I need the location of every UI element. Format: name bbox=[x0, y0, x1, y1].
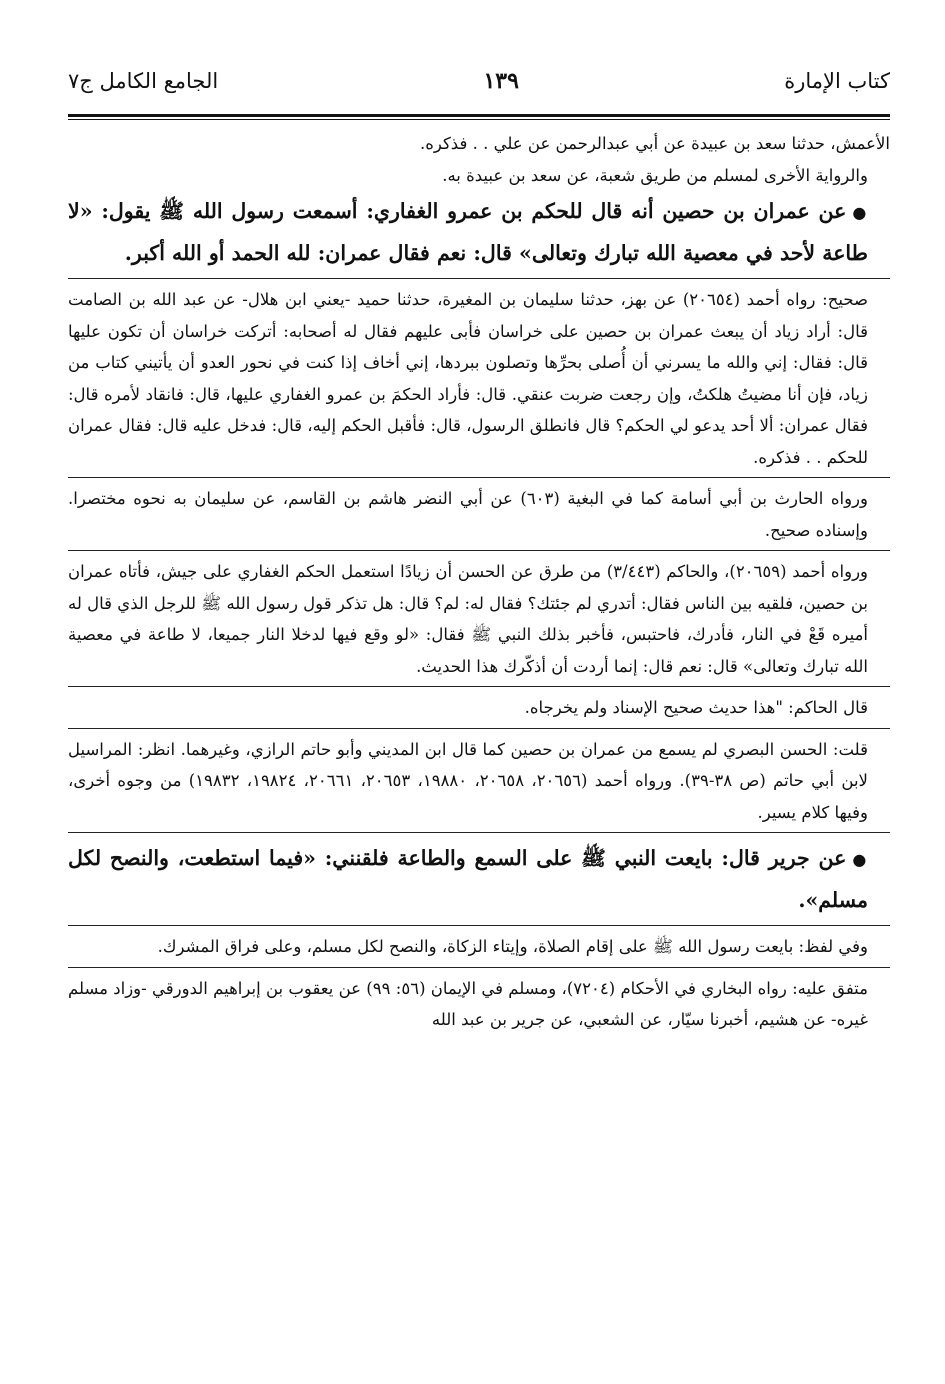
hadith-text bbox=[68, 191, 890, 274]
hakim-quote bbox=[68, 692, 890, 724]
paragraph-text: والرواية الأخرى لمسلم من طريق شعبة، عن سعد بن عبيدة به. bbox=[442, 165, 868, 185]
takhrij-paragraph bbox=[68, 556, 890, 682]
paragraph-text: ورواه الحارث بن أبي أسامة كما في البغية (٦٠٣) عن أبي النضر هاشم بن القاسم، عن سليمان به نحوه مختصرا. وإسناده صحيح. bbox=[68, 489, 868, 540]
paragraph-riwaya bbox=[68, 160, 890, 192]
paragraph-text: ورواه أحمد (٢٠٦٥٩)، والحاكم (٣/٤٤٣) من طرق عن الحسن أن زيادًا استعمل الحكم الغفاري على جيش، فأتاه عمران بن حصين، فلقيه بين الناس فقال: أتدري لم جئتك؟ فقال له: لم؟ قال: هل تذكر قول رسول الله ﷺ للرجل الذي قال له أميره قَعْ في النار، فأدرك، فاحتبس، فأخبر بذلك النبي ﷺ فقال: «لو وقع فيها لدخلا النار جميعا، لا طاعة في معصية الله تبارك وتعالى» قال: نعم قال: إنما أردت أن أذكّرك هذا الحديث. bbox=[68, 562, 868, 676]
section-divider bbox=[68, 832, 890, 833]
book-volume-title: الجامع الكامل ج٧ bbox=[68, 69, 219, 93]
bullet-icon: ● bbox=[852, 203, 869, 222]
paragraph-text: قال الحاكم: "هذا حديث صحيح الإسناد ولم يخرجاه. bbox=[524, 698, 868, 717]
paragraph-text: متفق عليه: رواه البخاري في الأحكام (٧٢٠٤)، ومسلم في الإيمان (٥٦: ٩٩) عن يعقوب بن إبراهيم الدورقي -وزاد مسلم غيره- عن هشيم، أخبرنا سيّار، عن الشعبي، عن جرير بن عبد الله bbox=[68, 978, 868, 1029]
section-divider bbox=[68, 728, 890, 729]
paragraph-text: قلت: الحسن البصري لم يسمع من عمران بن حصين كما قال ابن المديني وأبو حاتم الرازي، وغيرهما. انظر: المراسيل لابن أبي حاتم (ص ٣٨-٣٩). ورواه أحمد (٢٠٦٥٦، ٢٠٦٥٨، ١٩٨٨٠، ٢٠٦٥٣، ٢٠٦٦١، ١٩٨٢٤، ١٩٨٣٢) من وجوه أخرى، وفيها كلام يسير. bbox=[68, 739, 868, 822]
bullet-icon: ● bbox=[852, 850, 868, 869]
header-rule-thin bbox=[68, 119, 890, 120]
section-divider bbox=[68, 967, 890, 968]
running-header bbox=[68, 68, 890, 108]
paragraph-text: وفي لفظ: بايعت رسول الله ﷺ على إقام الصلاة، وإيتاء الزكاة، والنصح لكل مسلم، وعلى فراق المشرك. bbox=[157, 937, 868, 956]
author-note bbox=[68, 734, 890, 829]
takhrij-paragraph bbox=[68, 483, 890, 546]
header-rule-thick bbox=[68, 114, 890, 117]
section-divider bbox=[68, 925, 890, 926]
paragraph-text: صحيح: رواه أحمد (٢٠٦٥٤) عن بهز، حدثنا سليمان بن المغيرة، حدثنا حميد -يعني ابن هلال- عن عبد الله بن الصامت قال: أراد زياد أن يبعث عمران بن حصين على خراسان فأبى عليهم فقال له أصحابه: أتركت خراسان أن تكون عليها قال: فقال: إني والله ما يسرني أن أُصلى بحرِّها وتصلون ببردها، إني أخاف إذا كنت في نحور العدو أن يأتيني كتاب من زياد، فإن أنا مضيتُ هلكتُ، وإن رجعت ضربت عنقي. قال: فأراد الحكمَ بن عمرو الغفاري عليها، قال: فانقاد لأمره قال: فقال عمران: ألا أحد يدعو لي الحكم؟ قال فانطلق الرسول، قال: فأقبل الحكم إليه، قال: فدخل عليه قال: فقال عمران للحكم . . فذكره. bbox=[68, 290, 869, 467]
takhrij-paragraph bbox=[68, 284, 890, 473]
paragraph-text: الأعمش، حدثنا سعد بن عبيدة عن أبي عبدالرحمن عن علي . . فذكره. bbox=[419, 134, 890, 153]
paragraph-continuation bbox=[68, 128, 890, 160]
variant-wording bbox=[68, 931, 890, 963]
paragraph-text: عن عمران بن حصين أنه قال للحكم بن عمرو الغفاري: أسمعت رسول الله ﷺ يقول: «لا طاعة لأحد في معصية الله تبارك وتعالى» قال: نعم فقال عمران: لله الحمد أو الله أكبر. bbox=[68, 199, 868, 265]
section-divider bbox=[68, 686, 890, 687]
section-divider bbox=[68, 477, 890, 478]
section-divider bbox=[68, 550, 890, 551]
paragraph-text: عن جرير قال: بايعت النبي ﷺ على السمع والطاعة فلقنني: «فيما استطعت، والنصح لكل مسلم». bbox=[68, 846, 868, 912]
page-number: ١٣٩ bbox=[483, 68, 519, 94]
section-divider bbox=[68, 278, 890, 279]
book-section-title: كتاب الإمارة bbox=[784, 69, 890, 93]
takhrij-paragraph bbox=[68, 973, 890, 1036]
hadith-text bbox=[68, 838, 890, 921]
